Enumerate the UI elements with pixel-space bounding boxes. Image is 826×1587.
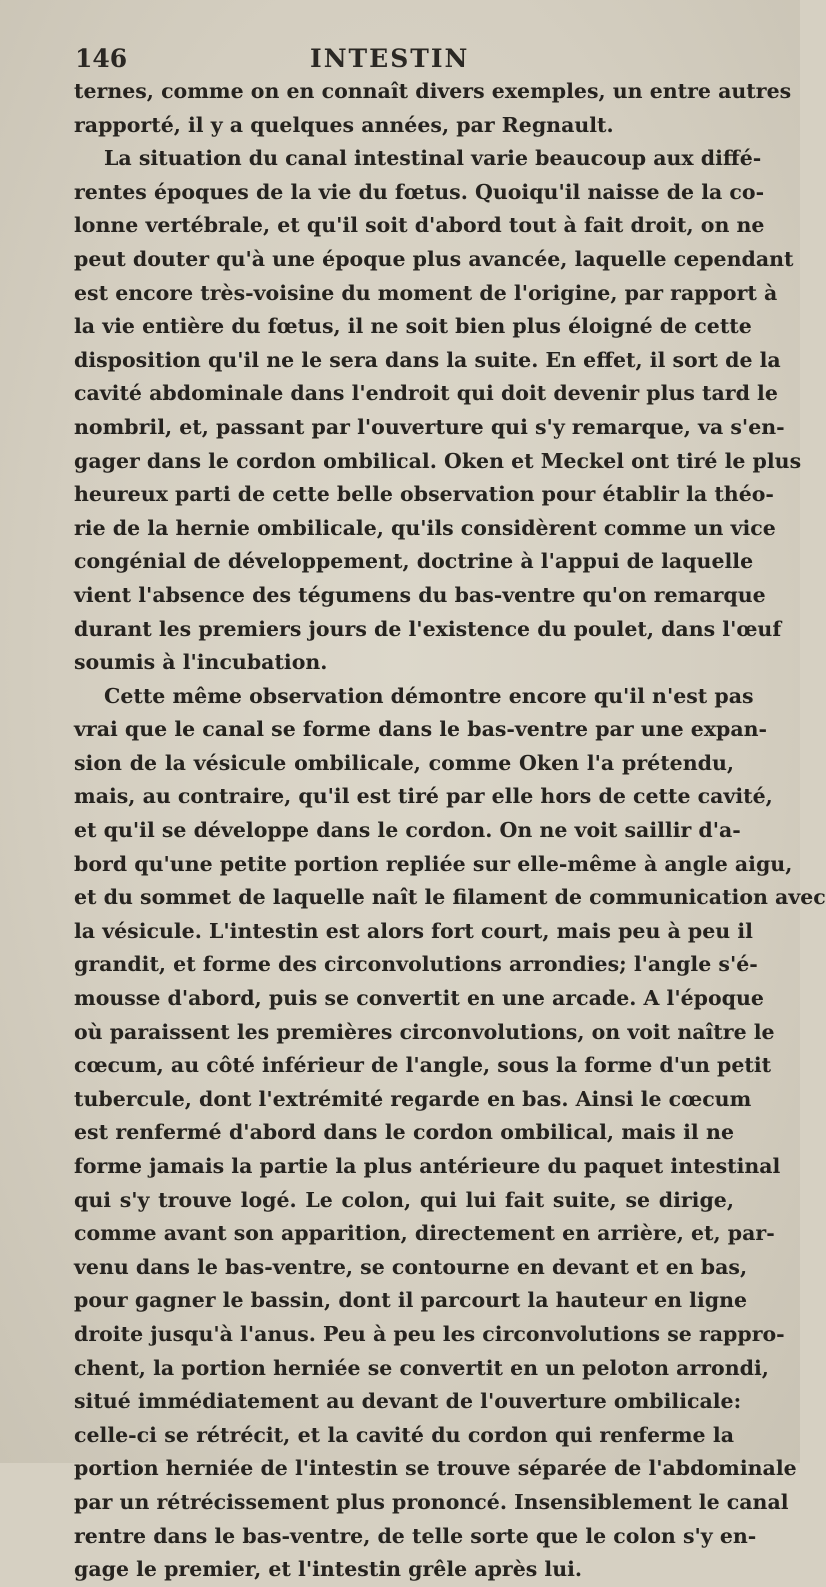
text-line: gager dans le cordon ombilical. Oken et Meckel ont tiré le plus <box>74 448 802 473</box>
text-line: chent, la portion herniée se convertit en un peloton arrondi, <box>74 1355 769 1380</box>
paragraph <box>74 680 826 1587</box>
text-line: celle-ci se rétrécit, et la cavité du cordon qui renferme la <box>74 1422 734 1447</box>
text-line: soumis à l'incubation. <box>74 650 328 675</box>
text-line: cavité abdominale dans l'endroit qui doit devenir plus tard le <box>74 381 778 406</box>
text-line: la vie entière du fœtus, il ne soit bien plus éloigné de cette <box>74 314 752 339</box>
text-line: portion herniée de l'intestin se trouve séparée de l'abdominale <box>74 1456 797 1481</box>
text-line: et du sommet de laquelle naît le filament de communication avec <box>74 885 826 910</box>
text-line: mousse d'abord, puis se convertit en une arcade. A l'époque <box>74 986 764 1011</box>
text-line: disposition qu'il ne le sera dans la suite. En effet, il sort de la <box>74 347 781 372</box>
text-line: situé immédiatement au devant de l'ouverture ombilicale: <box>74 1389 742 1414</box>
text-line: heureux parti de cette belle observation pour établir la théo- <box>74 482 774 507</box>
body-text <box>74 75 826 1587</box>
text-line: où paraissent les premières circonvolutions, on voit naître le <box>74 1019 775 1044</box>
text-line: nombril, et, passant par l'ouverture qui s'y remarque, va s'en- <box>74 414 785 439</box>
text-line: rie de la hernie ombilicale, qu'ils considèrent comme un vice <box>74 515 776 540</box>
text-line: rentes époques de la vie du fœtus. Quoiqu'il naisse de la co- <box>74 179 765 204</box>
text-line: droite jusqu'à l'anus. Peu à peu les circonvolutions se rappro- <box>74 1321 785 1346</box>
text-line: grandit, et forme des circonvolutions arrondies; l'angle s'é- <box>74 952 758 977</box>
text-line: durant les premiers jours de l'existence du poulet, dans l'œuf <box>74 616 782 641</box>
text-line: venu dans le bas-ventre, se contourne en devant et en bas, <box>74 1254 748 1279</box>
paragraph <box>74 142 802 680</box>
text-line: vrai que le canal se forme dans le bas-ventre par une expan- <box>74 717 768 742</box>
text-line: tubercule, dont l'extrémité regarde en bas. Ainsi le cœcum <box>74 1086 752 1111</box>
text-line: par un rétrécissement plus prononcé. Insensiblement le canal <box>74 1489 789 1514</box>
page-number: 146 <box>75 44 128 73</box>
text-line: est renfermé d'abord dans le cordon ombilical, mais il ne <box>74 1120 734 1145</box>
text-line: et qu'il se développe dans le cordon. On ne voit saillir d'a- <box>74 818 741 843</box>
text-line: peut douter qu'à une époque plus avancée, laquelle cependant <box>74 246 794 271</box>
text-line: qui s'y trouve logé. Le colon, qui lui fait suite, se dirige, <box>74 1187 734 1212</box>
text-line: gage le premier, et l'intestin grêle après lui. <box>74 1557 583 1582</box>
text-line: congénial de développement, doctrine à l'appui de laquelle <box>74 549 754 574</box>
text-line: forme jamais la partie la plus antérieure du paquet intestinal <box>74 1154 781 1178</box>
text-line: sion de la vésicule ombilicale, comme Oken l'a prétendu, <box>74 750 734 775</box>
text-line: bord qu'une petite portion repliée sur elle-même à angle aigu, <box>74 851 793 876</box>
text-line: La situation du canal intestinal varie beaucoup aux diffé- <box>104 146 762 171</box>
text-line: est encore très-voisine du moment de l'origine, par rapport à <box>74 280 778 305</box>
text-line: pour gagner le bassin, dont il parcourt la hauteur en ligne <box>74 1288 748 1313</box>
text-line: cœcum, au côté inférieur de l'angle, sous la forme d'un petit <box>74 1053 772 1078</box>
text-line: ternes, comme on en connaît divers exemples, un entre autres <box>74 79 792 103</box>
text-line: Cette même observation démontre encore qu'il n'est pas <box>104 683 754 708</box>
text-line: lonne vertébrale, et qu'il soit d'abord tout à fait droit, on ne <box>74 213 765 238</box>
text-line: rentre dans le bas-ventre, de telle sorte que le colon s'y en- <box>74 1523 757 1548</box>
running-title: INTESTIN <box>310 44 470 73</box>
text-line: vient l'absence des tégumens du bas-ventre qu'on remarque <box>74 582 766 607</box>
text-line: mais, au contraire, qu'il est tiré par elle hors de cette cavité, <box>74 784 773 809</box>
text-line: la vésicule. L'intestin est alors fort court, mais peu à peu il <box>74 918 753 943</box>
paragraph <box>74 75 792 142</box>
text-line: rapporté, il y a quelques années, par Regnault. <box>74 112 614 137</box>
text-line: comme avant son apparition, directement en arrière, et, par- <box>74 1221 775 1246</box>
